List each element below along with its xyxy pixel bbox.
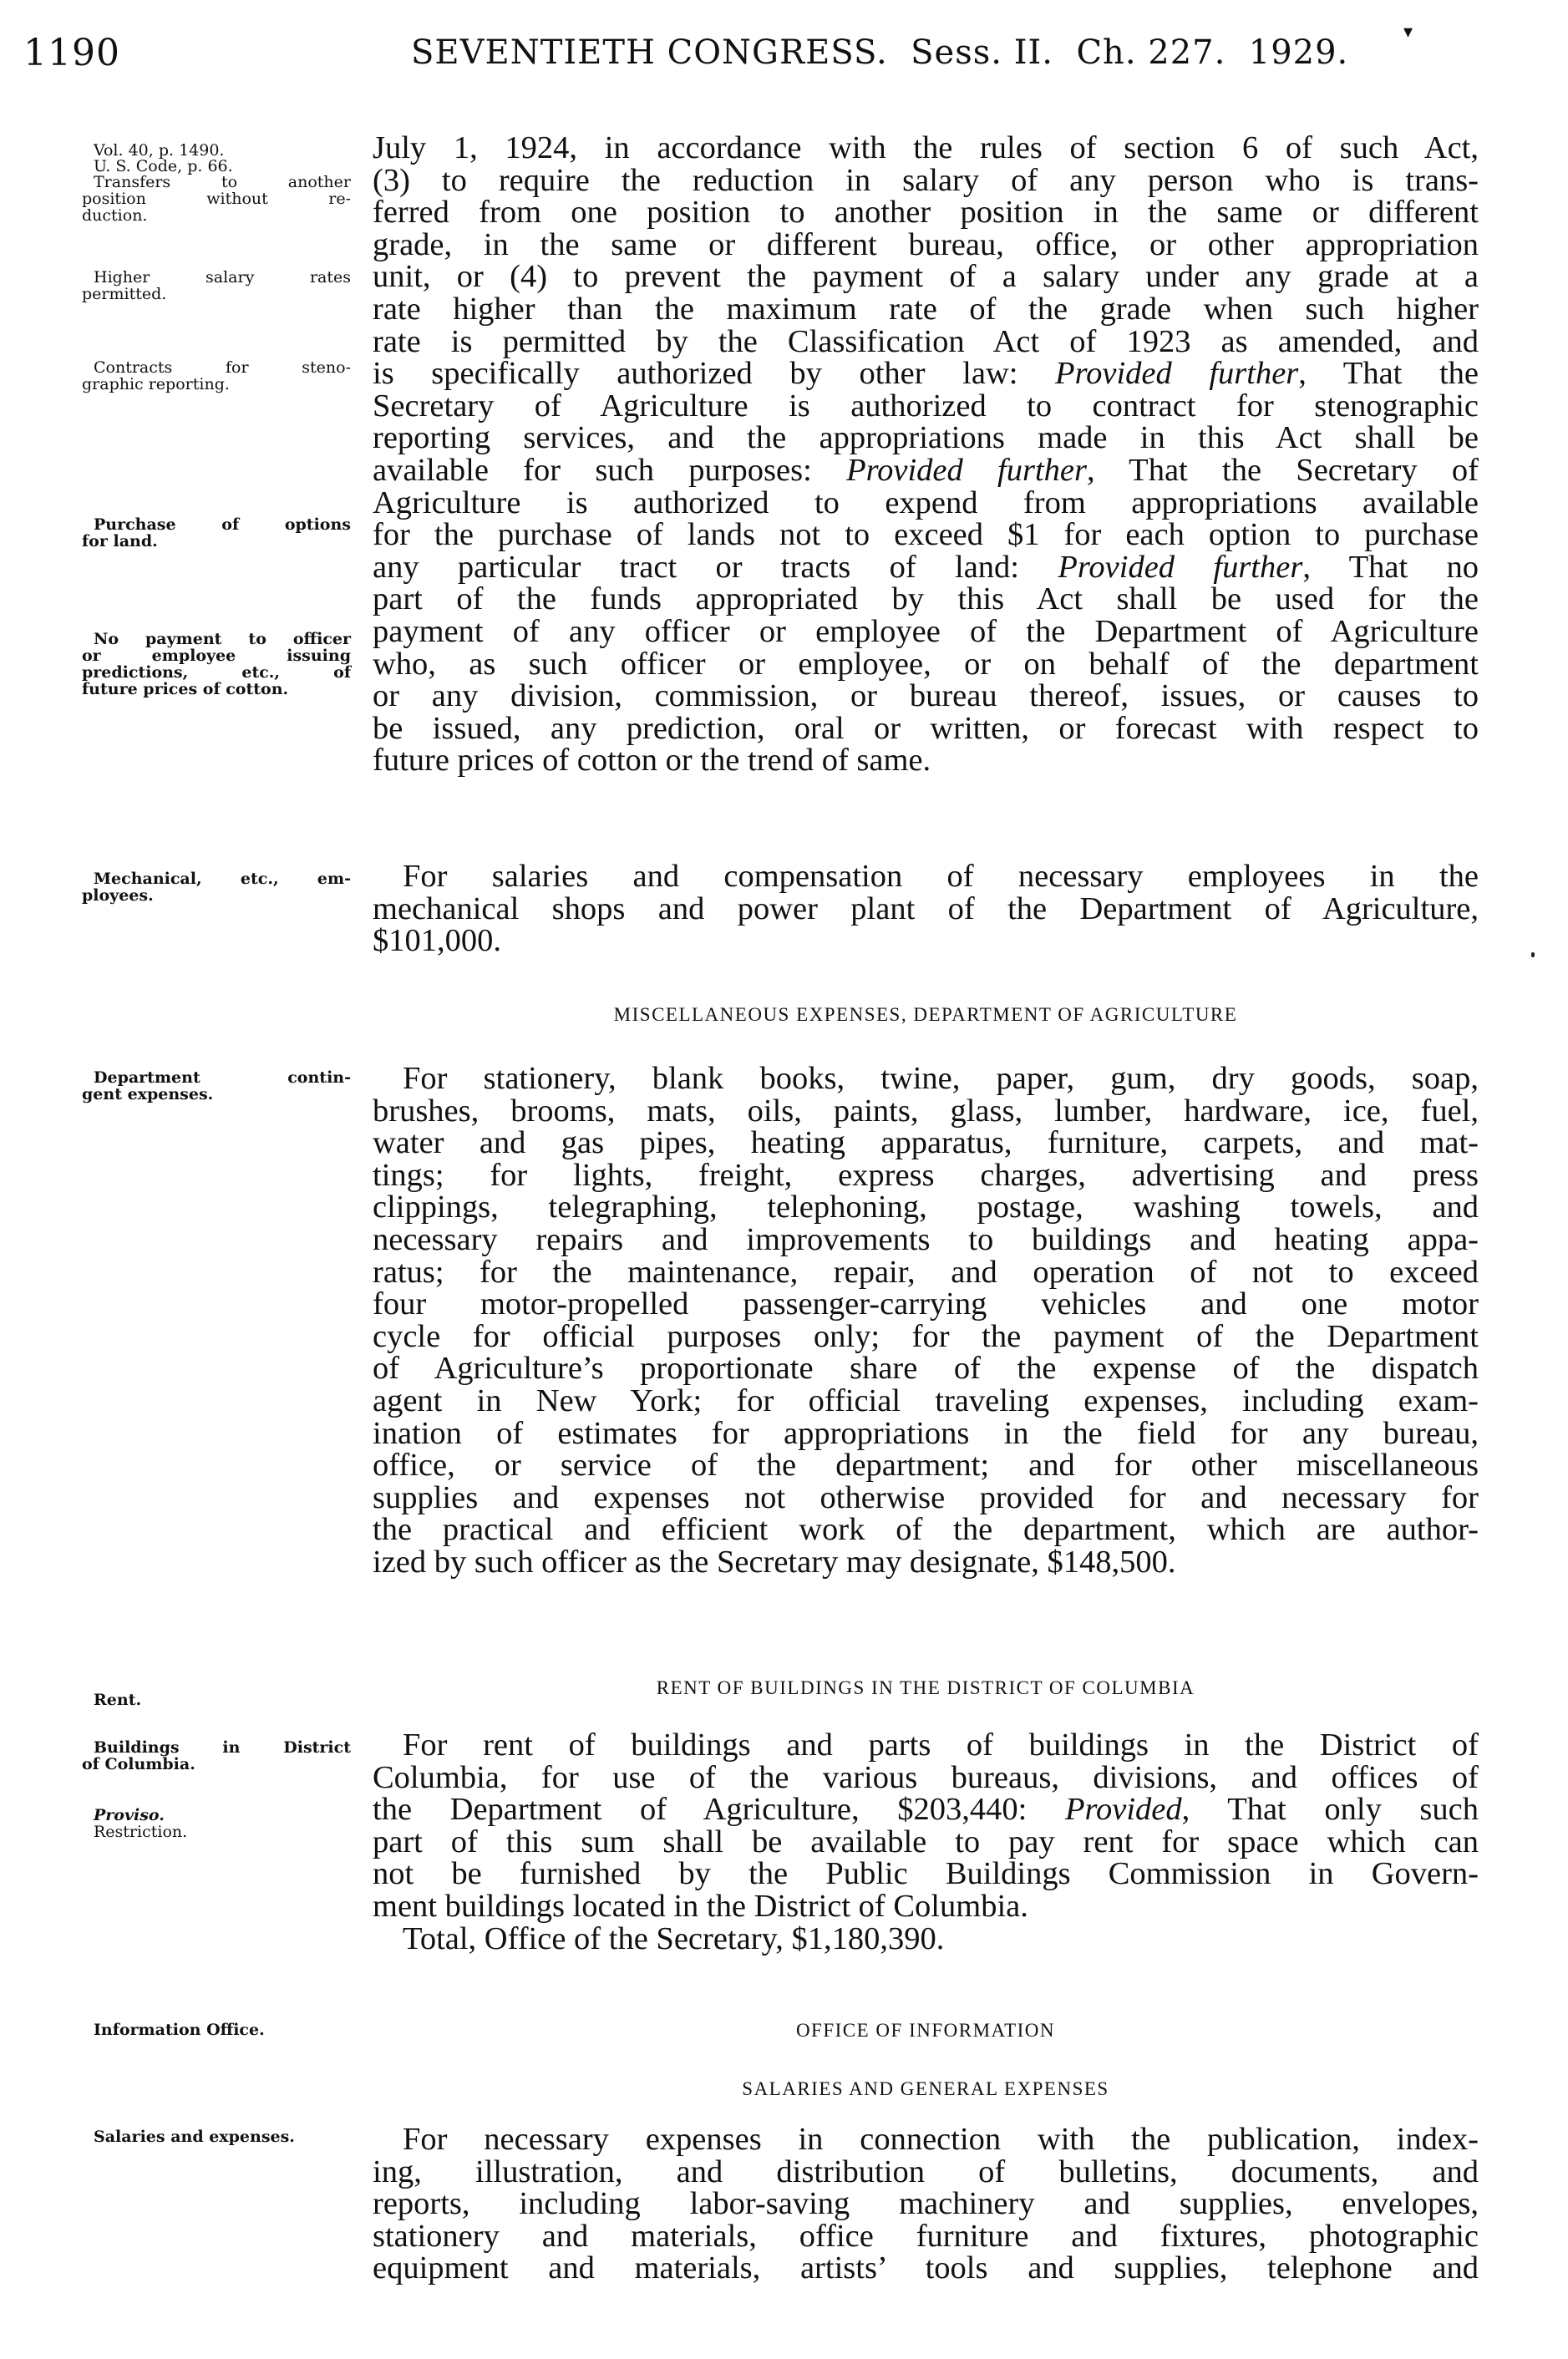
section-heading-office-information: OFFICE OF INFORMATION xyxy=(795,2020,1056,2041)
section-heading-misc-expenses: MISCELLANEOUS EXPENSES, DEPARTMENT OF AGRICULTURE xyxy=(613,1004,1238,1025)
congress-title: SEVENTIETH CONGRESS. xyxy=(411,33,888,72)
proviso-line: is specifically authorized by other law: Provided further, That the xyxy=(373,356,1479,392)
margin-note-restriction: Restriction. xyxy=(94,1823,188,1841)
information-paragraph: For necessary expenses in connection with the publication, index- ing, illustration, and distribution of bulletins, documents, and reports, including labor-saving machinery and supplies, envelopes, stationery and materials, office furniture and fixtures, photographic equipment and materials, artists’ tools and supplies, telephone and xyxy=(373,2122,1479,2286)
margin-note-contracts: Contracts for steno- graphic reporting. xyxy=(82,358,351,393)
misc-expenses-paragraph: For stationery, blank books, twine, paper, gum, dry goods, soap, brushes, brooms, mats, oils, paints, glass, lumber, hardware, ice, fuel, water and gas pipes, heating apparatus, furniture, carpets, and mat- tings; for lights, freight, express charges, advertising and press clippings, telegraphing, telephoning, postage, washing towels, and necessary repairs and improvements to buildings and heating appa- ratus; for the maintenance, repair, and operation of not to exceed four motor-propelled passenger-carrying vehicles and one motor cycle for official purposes only; for the payment of the Department of Agriculture’s proportionate share of the expense of the dispatch agent in New York; for official traveling expenses, including exam- ination of estimates for appropriations in the field for any bureau, office, or service of the department; and for other miscellaneous supplies and expenses not otherwise provided for and necessary for the practical and efficient work of the department, which are author- ized by such officer as the Secretary may designate, $148,500. xyxy=(373,1061,1479,1580)
print-speck xyxy=(1531,952,1535,957)
margin-note-transfers: Transfers to another position without re- duction. xyxy=(82,173,351,225)
year-label: 1929. xyxy=(1248,33,1349,72)
margin-note-purchase-options: Purchase of options for land. xyxy=(82,515,351,550)
running-title xyxy=(411,33,1348,72)
margin-note-info-office: Information Office. xyxy=(94,2021,265,2039)
margin-note-no-payment: No payment to officer or employee issuing predictions, etc., of future prices of cotton. xyxy=(82,630,351,698)
margin-note-proviso: Proviso. xyxy=(94,1806,165,1824)
section-continuation: July 1, 1924, in accordance with the rules of section 6 of such Act, (3) to require the reduction in salary of any person who is trans- ferred from one position to another position in the same or different grade, in the same or different bureau, office, or other appropriation unit, or (4) to prevent the payment of a salary under any grade at a rate higher than the maximum rate of the grade when such higher rate is permitted by the Classification Act of 1923 as amended, and is specifically authorized by other law: Provided further, That the Secretary of Agriculture is authorized to contract for stenographic reporting services, and the appropriations made in this Act shall be available for such purposes: Provided further, That the Secretary of Agriculture is authorized to expend from appropriations available for the purchase of lands not to exceed $1 for each option to purchase any particular tract or tracts of land: Provided further, That no part of the funds appropriated by this Act shall be used for the payment of any officer or employee of the Department of Agriculture who, as such officer or employee, or on behalf of the department or any division, commission, or bureau thereof, issues, or causes to be issued, any prediction, oral or written, or forecast with respect to future prices of cotton or the trend of same. xyxy=(373,130,1479,779)
margin-note-vol40: Vol. 40, p. 1490. xyxy=(94,141,225,160)
margin-note-rent: Rent. xyxy=(94,1691,142,1709)
running-header xyxy=(0,22,1568,82)
section-heading-rent: RENT OF BUILDINGS IN THE DISTRICT OF COLUMBIA xyxy=(656,1677,1195,1698)
margin-note-mechanical: Mechanical, etc., em- ployees. xyxy=(82,870,351,905)
page-mark-icon: ▾ xyxy=(1403,22,1413,43)
chapter-label: Ch. 227. xyxy=(1076,33,1226,72)
rent-paragraph: For rent of buildings and parts of buildings in the District of Columbia, for use of the various bureaus, divisions, and offices of the Department of Agriculture, $203,440: Provided, That only such part of this sum shall be available to pay rent for space which can not be furnished by the Public Buildings Commission in Govern- ment buildings located in the District of Columbia. Total, Office of the Secretary, $1,180,390. xyxy=(373,1727,1479,1956)
mechanical-paragraph: For salaries and compensation of necessary employees in the mechanical shops and power plant of the Department of Agriculture, $101,000. xyxy=(373,859,1479,959)
margin-note-salaries-expenses: Salaries and expenses. xyxy=(94,2128,295,2146)
margin-note-higher-salary: Higher salary rates permitted. xyxy=(82,268,351,303)
margin-note-buildings-dc: Buildings in District of Columbia. xyxy=(82,1738,351,1773)
session-label: Sess. II. xyxy=(911,33,1054,72)
proviso-line: available for such purposes: Provided further, That the Secretary of xyxy=(373,452,1479,488)
margin-note-uscode: U. S. Code, p. 66. xyxy=(94,157,233,175)
proviso-line: the Department of Agriculture, $203,440: Provided, That only such xyxy=(373,1792,1479,1828)
subheading-salaries-general: SALARIES AND GENERAL EXPENSES xyxy=(742,2078,1109,2099)
proviso-line: any particular tract or tracts of land: Provided further, That no xyxy=(373,549,1479,585)
page-number: 1190 xyxy=(23,32,120,74)
margin-note-contingent: Department contin- gent expenses. xyxy=(82,1068,351,1103)
office-total: Total, Office of the Secretary, $1,180,390. xyxy=(403,1920,945,1956)
